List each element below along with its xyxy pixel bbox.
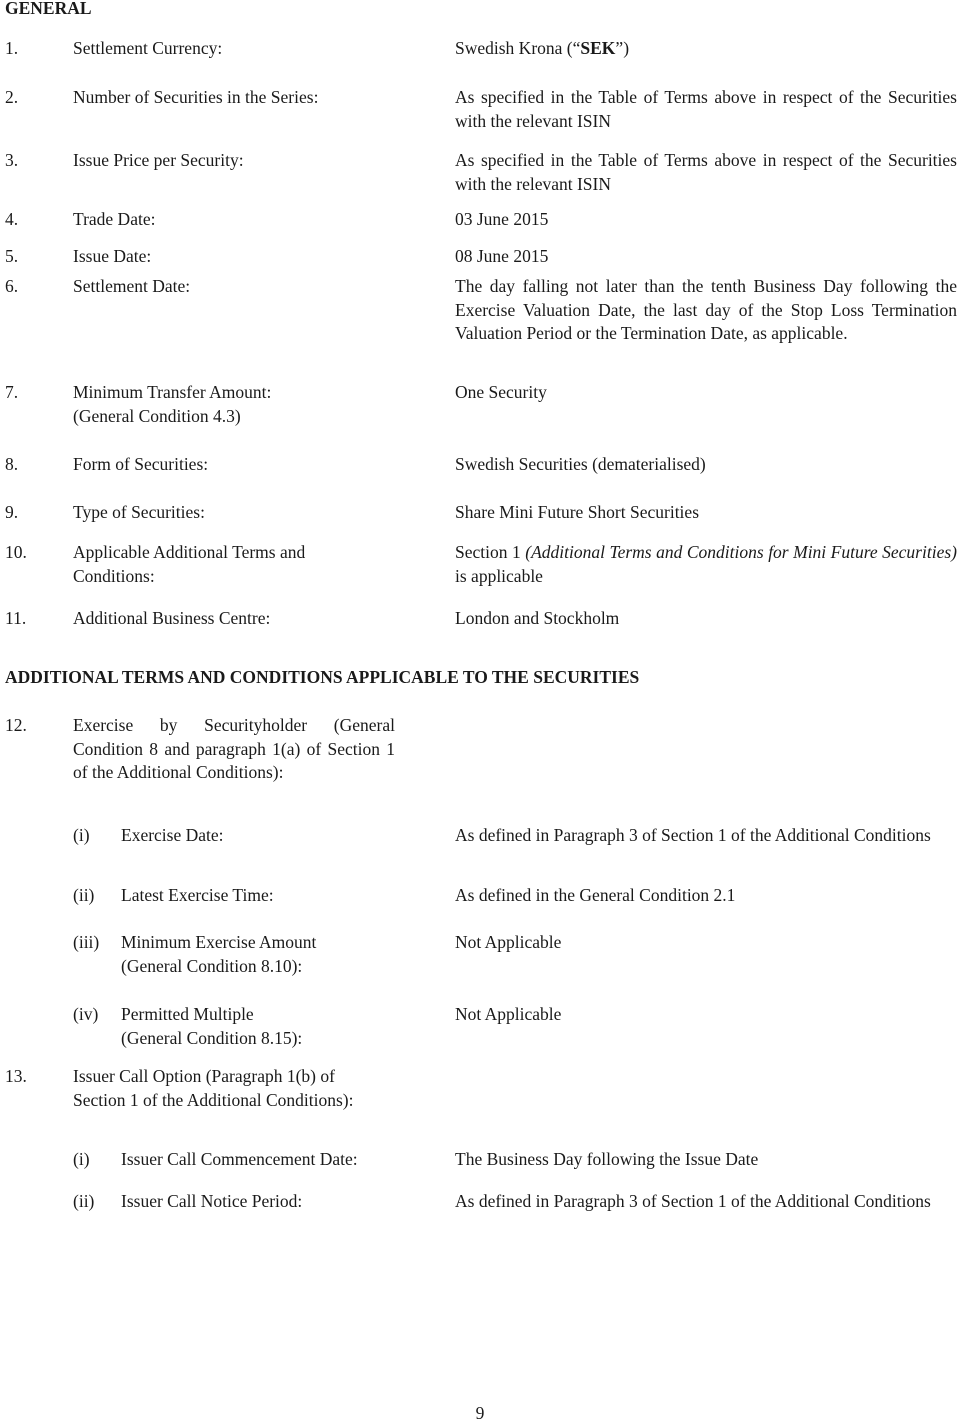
term-number: 10.	[5, 542, 27, 562]
term-number: 7.	[5, 382, 19, 402]
subterm-value: As defined in Paragraph 3 of Section 1 of the Additional Conditions	[455, 1191, 931, 1211]
section-heading-general: GENERAL	[5, 0, 92, 18]
term-number: 9.	[5, 502, 19, 522]
subterm-value: As defined in Paragraph 3 of Section 1 of the Additional Conditions	[455, 825, 931, 845]
term-label: Additional Business Centre:	[73, 608, 271, 628]
subterm-value: As defined in the General Condition 2.1	[455, 885, 736, 905]
term-value: 03 June 2015	[455, 209, 549, 229]
subterm-value: The Business Day following the Issue Date	[455, 1149, 759, 1169]
term-number: 11.	[5, 608, 27, 628]
subterm-label-line: (General Condition 8.15):	[121, 1027, 303, 1048]
subterm-label: Latest Exercise Time:	[121, 885, 274, 905]
term-label	[73, 381, 271, 428]
section-heading-additional: ADDITIONAL TERMS AND CONDITIONS APPLICABLE TO THE SECURITIES	[5, 667, 640, 687]
subterm-label	[121, 931, 316, 978]
term-label-line: Issuer Call Option (Paragraph 1(b) of	[73, 1066, 335, 1086]
term-number: 8.	[5, 454, 19, 474]
subterm-value: Not Applicable	[455, 932, 562, 952]
term-number: 2.	[5, 87, 19, 107]
subterm-number: (iv)	[73, 1004, 99, 1024]
term-label	[73, 1065, 353, 1112]
term-value: As specified in the Table of Terms above in respect of the Securities with the relevant ISIN	[455, 87, 957, 131]
term-value: One Security	[455, 382, 547, 402]
subterm-label: Issuer Call Notice Period:	[121, 1191, 303, 1211]
term-number: 3.	[5, 150, 19, 170]
term-value-bold: SEK	[580, 38, 616, 58]
term-value	[455, 541, 957, 588]
subterm-label-line: Permitted Multiple	[121, 1004, 254, 1024]
term-label: Settlement Date:	[73, 276, 191, 296]
term-number: 12.	[5, 715, 27, 735]
term-label-line: Section 1 of the Additional Conditions):	[73, 1089, 354, 1110]
page-number: 9	[475, 1403, 485, 1423]
term-value-text: ”)	[615, 38, 630, 58]
subterm-label: Issuer Call Commencement Date:	[121, 1149, 358, 1169]
term-number: 5.	[5, 246, 19, 266]
term-label: Form of Securities:	[73, 454, 209, 474]
term-value: As specified in the Table of Terms above in respect of the Securities with the relevant ISIN	[455, 150, 957, 194]
subterm-label: Exercise Date:	[121, 825, 224, 845]
term-label-line: Minimum Transfer Amount:	[73, 382, 272, 402]
term-value: Swedish Securities (dematerialised)	[455, 454, 706, 474]
term-label: Issue Price per Security:	[73, 150, 244, 170]
subterm-label	[121, 1003, 302, 1050]
subterm-value: Not Applicable	[455, 1004, 562, 1024]
term-value-text: Section 1	[455, 542, 526, 562]
subterm-number: (ii)	[73, 885, 95, 905]
term-value	[455, 37, 957, 61]
subterm-number: (i)	[73, 1149, 90, 1169]
term-label-line: Conditions:	[73, 565, 155, 586]
subterm-number: (ii)	[73, 1191, 95, 1211]
term-value-text: is applicable	[455, 565, 543, 586]
term-label-line: (General Condition 4.3)	[73, 405, 241, 426]
term-value-italic: (Additional Terms and Conditions for Mini Future Securities)	[525, 542, 957, 562]
term-number: 13.	[5, 1066, 27, 1086]
term-value: 08 June 2015	[455, 246, 549, 266]
term-label: Trade Date:	[73, 209, 156, 229]
term-number: 4.	[5, 209, 19, 229]
term-label	[73, 541, 305, 588]
subterm-label-line: (General Condition 8.10):	[121, 955, 303, 976]
term-label: Type of Securities:	[73, 502, 205, 522]
subterm-number: (iii)	[73, 932, 100, 952]
term-label-line: Applicable Additional Terms and	[73, 542, 306, 562]
term-value: The day falling not later than the tenth Business Day following the Exercise Valuation Date, the last day of the Stop Loss Termination Valuation Period or the Termination Date, as applicable.	[455, 276, 957, 343]
term-number: 6.	[5, 276, 19, 296]
term-value-text: Swedish Krona (“	[455, 38, 581, 58]
term-label: Settlement Currency:	[73, 38, 223, 58]
term-label: Issue Date:	[73, 246, 152, 266]
term-label: Number of Securities in the Series:	[73, 87, 319, 107]
term-label: Exercise by Securityholder (General Condition 8 and paragraph 1(a) of Section 1 of the Additional Conditions):	[73, 715, 395, 782]
subterm-number: (i)	[73, 825, 90, 845]
term-value: Share Mini Future Short Securities	[455, 502, 700, 522]
term-number: 1.	[5, 38, 19, 58]
term-value: London and Stockholm	[455, 608, 620, 628]
subterm-label-line: Minimum Exercise Amount	[121, 932, 317, 952]
